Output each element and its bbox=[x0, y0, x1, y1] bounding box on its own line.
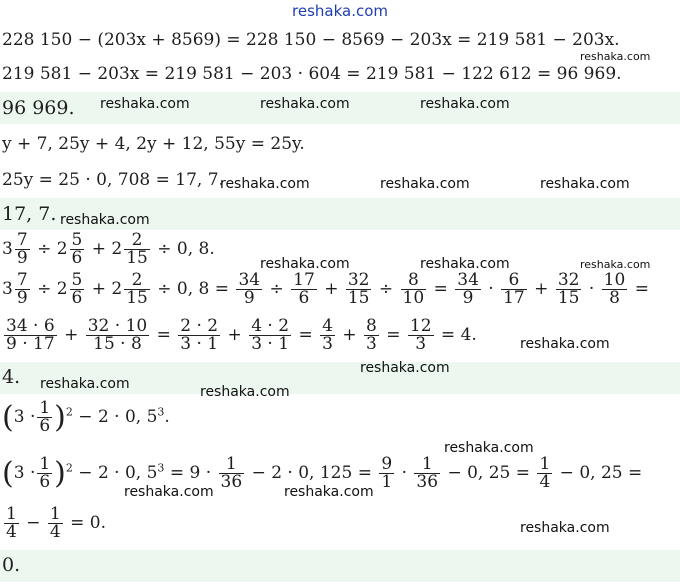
task4-s-frac2-num: 1 bbox=[225, 454, 237, 474]
task3-s2-frac3-num: 2 · 2 bbox=[180, 316, 219, 336]
task4-s-frac3 bbox=[379, 456, 394, 491]
task3-s-op4: ÷ bbox=[269, 279, 284, 299]
task4-s-exp2: 3 bbox=[157, 461, 165, 475]
task2-line2: 25y = 25 · 0, 708 = 17, 7. bbox=[2, 170, 224, 190]
task3-s-frac6-den: 15 bbox=[347, 288, 370, 308]
task3-s-op3: ÷ 0, 8 = bbox=[157, 279, 230, 299]
task3-s2-op4: = bbox=[298, 325, 313, 345]
task3-s2-frac6-den: 3 bbox=[365, 334, 377, 354]
task3-s2-frac1-num: 34 · 6 bbox=[6, 316, 55, 336]
task3-s-frac9 bbox=[501, 272, 527, 307]
watermark: reshaka.com bbox=[580, 258, 651, 271]
watermark: reshaka.com bbox=[100, 96, 190, 112]
task3-t-op2: + 2 bbox=[91, 239, 123, 259]
task2-line1: y + 7, 25y + 4, 2y + 12, 55y = 25y. bbox=[2, 134, 305, 154]
task3-s-frac3-num: 2 bbox=[131, 270, 143, 290]
task3-s2-op1: + bbox=[64, 325, 79, 345]
task3-s2-frac3-den: 3 · 1 bbox=[180, 334, 219, 354]
task3-s2-frac4-den: 3 · 1 bbox=[251, 334, 290, 354]
task4-s-frac5-num: 1 bbox=[539, 454, 551, 474]
task3-s2-result: = 4. bbox=[440, 325, 477, 345]
task3-s2-frac2-num: 32 · 10 bbox=[87, 316, 148, 336]
task4-t-rparen: ) bbox=[54, 400, 66, 435]
task1-line2: 219 581 − 203x = 219 581 − 203 · 604 = 219 581 − 122 612 = 96 969. bbox=[2, 64, 622, 84]
task3-s-frac1 bbox=[15, 272, 30, 307]
task3-s-frac6-num: 32 bbox=[347, 270, 370, 290]
watermark: reshaka.com bbox=[580, 50, 651, 63]
task1-answer: 96 969. bbox=[2, 97, 75, 119]
task3-s-frac7-den: 10 bbox=[402, 288, 425, 308]
task3-s2-frac1 bbox=[4, 318, 57, 353]
task3-s-whole1: 3 bbox=[2, 279, 13, 299]
task3-s2-frac6 bbox=[364, 318, 379, 353]
watermark: reshaka.com bbox=[520, 336, 610, 352]
task4-s-eq3: − 0, 25 = bbox=[447, 463, 531, 483]
task3-s-frac11 bbox=[602, 272, 628, 307]
task3-t-frac1-den: 9 bbox=[16, 248, 28, 268]
task4-s-frac4-den: 36 bbox=[416, 472, 439, 492]
task4-t-coef: 3 · bbox=[13, 407, 36, 427]
watermark: reshaka.com bbox=[360, 360, 450, 376]
task3-s-frac4 bbox=[236, 272, 262, 307]
task4-s2-frac1-num: 1 bbox=[6, 504, 17, 524]
task3-s-frac8-num: 34 bbox=[457, 270, 479, 290]
task3-t-frac1 bbox=[15, 232, 30, 267]
task3-s2-frac7-den: 3 bbox=[408, 335, 434, 353]
task3-s2-op2: = bbox=[156, 325, 171, 345]
task3-s2-frac4 bbox=[249, 318, 291, 353]
task3-s-frac3 bbox=[124, 272, 150, 307]
watermark: reshaka.com bbox=[420, 96, 510, 112]
task3-t-frac2 bbox=[70, 232, 85, 267]
watermark: reshaka.com bbox=[520, 520, 610, 536]
watermark: reshaka.com bbox=[124, 484, 214, 500]
task3-s-frac8 bbox=[455, 272, 481, 307]
task4-s2-op: − bbox=[26, 513, 41, 533]
task4-s-frac3-den: 1 bbox=[381, 472, 393, 492]
task3-s-frac1-num: 7 bbox=[16, 270, 28, 290]
watermark: reshaka.com bbox=[260, 96, 350, 112]
task3-s-frac2 bbox=[70, 272, 85, 307]
task4-s-coef: 3 · bbox=[13, 463, 36, 483]
watermark: reshaka.com bbox=[284, 484, 374, 500]
task4-s-exp1: 2 bbox=[65, 461, 73, 475]
task4-s-frac2 bbox=[219, 456, 245, 491]
task4-s-frac1 bbox=[37, 456, 52, 491]
task4-s-rparen: ) bbox=[54, 456, 66, 491]
task3-s-frac10 bbox=[556, 272, 582, 307]
task4-s2-frac2-num: 1 bbox=[49, 504, 61, 524]
task4-s-frac4-num: 1 bbox=[421, 454, 433, 474]
task3-s-frac3-den: 15 bbox=[126, 288, 148, 308]
task3-s-frac7-num: 8 bbox=[407, 270, 419, 290]
task3-t-whole1: 3 bbox=[2, 239, 13, 259]
task3-s-frac2-num: 5 bbox=[71, 270, 83, 290]
task4-t-frac1-den: 6 bbox=[39, 416, 51, 436]
task3-s2-frac5-num: 4 bbox=[322, 316, 333, 336]
task3-s2-frac1-den: 9 · 17 bbox=[6, 334, 55, 354]
task3-s2-op3: + bbox=[227, 325, 242, 345]
task4-s-eq2: − 2 · 0, 125 = bbox=[251, 463, 372, 483]
task3-s-eq: = bbox=[634, 279, 649, 299]
task4-s-frac4 bbox=[414, 456, 440, 491]
task4-s2-frac1 bbox=[4, 506, 19, 541]
task3-t-frac3-num: 2 bbox=[131, 230, 143, 250]
task3-s-frac5-den: 6 bbox=[291, 289, 317, 307]
task3-answer: 4. bbox=[2, 366, 21, 388]
task3-s-frac4-num: 34 bbox=[238, 270, 261, 290]
task3-t-tail: ÷ 0, 8. bbox=[157, 239, 215, 259]
task3-s2-frac2-den: 15 · 8 bbox=[86, 335, 149, 353]
task3-s2-frac5 bbox=[320, 318, 335, 353]
task4-s-dot: · bbox=[401, 463, 408, 483]
task4-task bbox=[2, 400, 170, 435]
task4-t-frac1 bbox=[37, 400, 52, 435]
task4-t-exp1: 2 bbox=[65, 405, 73, 419]
task3-s-frac5-num: 17 bbox=[293, 270, 315, 290]
task3-s-op7: = bbox=[433, 279, 448, 299]
task3-s-op1: ÷ 2 bbox=[37, 279, 68, 299]
task4-t-lparen: ( bbox=[2, 400, 14, 435]
watermark: reshaka.com bbox=[260, 256, 350, 272]
task4-t-frac1-num: 1 bbox=[39, 398, 51, 418]
task2-answer: 17, 7. bbox=[2, 203, 57, 225]
task4-s-rest: − 2 · 0, 5 bbox=[78, 463, 158, 483]
task3-s-frac9-num: 6 bbox=[508, 270, 520, 290]
task4-t-end: . bbox=[164, 407, 170, 427]
task3-solution-line2 bbox=[2, 318, 477, 353]
task4-t-exp2: 3 bbox=[157, 405, 165, 419]
task3-s-frac4-den: 9 bbox=[236, 289, 262, 307]
task3-s-op10: · bbox=[588, 279, 595, 299]
watermark: reshaka.com bbox=[40, 376, 130, 392]
task3-s-frac2-den: 6 bbox=[71, 288, 83, 308]
answer-band-4 bbox=[0, 550, 680, 582]
task4-s2-frac1-den: 4 bbox=[6, 522, 17, 542]
task3-s2-frac3 bbox=[178, 318, 220, 353]
task3-t-frac1-num: 7 bbox=[16, 230, 28, 250]
task4-solution-line2 bbox=[2, 506, 106, 541]
task3-s2-frac2 bbox=[86, 318, 149, 353]
task3-s2-op5: + bbox=[342, 325, 357, 345]
task3-s-frac6 bbox=[346, 272, 372, 307]
task4-s-eq1: = 9 · bbox=[164, 463, 212, 483]
task3-s-frac7 bbox=[401, 272, 427, 307]
task3-s2-frac4-num: 4 · 2 bbox=[251, 316, 290, 336]
task3-t-op1: ÷ 2 bbox=[37, 239, 68, 259]
task3-t-frac3 bbox=[124, 232, 150, 267]
task3-s-frac10-den: 15 bbox=[557, 288, 580, 308]
watermark: reshaka.com bbox=[540, 176, 630, 192]
task4-s-frac2-den: 36 bbox=[220, 472, 243, 492]
task4-s-lparen: ( bbox=[2, 456, 14, 491]
task3-s-op5: + bbox=[324, 279, 339, 299]
task3-task bbox=[2, 232, 215, 267]
task3-s-frac8-den: 9 bbox=[455, 289, 481, 307]
task4-s-frac3-num: 9 bbox=[381, 454, 393, 474]
task3-s2-op6: = bbox=[386, 325, 401, 345]
task3-t-frac3-den: 15 bbox=[126, 248, 148, 268]
watermark: reshaka.com bbox=[380, 176, 470, 192]
task3-s2-frac7-num: 12 bbox=[409, 316, 432, 336]
task3-s-frac11-num: 10 bbox=[603, 270, 626, 290]
task3-s-frac11-den: 8 bbox=[602, 289, 628, 307]
task3-s-op8: · bbox=[488, 279, 494, 299]
task4-s2-result: = 0. bbox=[70, 513, 106, 533]
task4-s2-frac2-den: 4 bbox=[49, 522, 61, 542]
task4-s-frac5 bbox=[537, 456, 552, 491]
task1-line1: 228 150 − (203x + 8569) = 228 150 − 8569 − 203x = 219 581 − 203x. bbox=[2, 30, 620, 50]
task4-s-eq4: − 0, 25 = bbox=[559, 463, 643, 483]
task4-s-frac1-den: 6 bbox=[39, 472, 51, 492]
watermark: reshaka.com bbox=[220, 176, 310, 192]
task3-s-frac5 bbox=[291, 272, 317, 307]
task3-s-frac1-den: 9 bbox=[16, 288, 28, 308]
task3-s2-frac7 bbox=[408, 318, 434, 353]
task3-s-frac9-den: 17 bbox=[503, 288, 525, 308]
task3-s2-frac6-num: 8 bbox=[365, 316, 377, 336]
site-watermark-top: reshaka.com bbox=[292, 2, 388, 20]
task4-answer: 0. bbox=[2, 554, 21, 576]
task4-s2-frac2 bbox=[48, 506, 63, 541]
task3-t-frac2-num: 5 bbox=[71, 230, 83, 250]
watermark: reshaka.com bbox=[444, 440, 534, 456]
task3-s2-frac5-den: 3 bbox=[322, 334, 333, 354]
watermark: reshaka.com bbox=[200, 384, 290, 400]
task4-t-rest: − 2 · 0, 5 bbox=[78, 407, 158, 427]
task3-s-op6: ÷ bbox=[378, 279, 394, 299]
watermark: reshaka.com bbox=[60, 212, 150, 228]
task4-s-frac5-den: 4 bbox=[539, 472, 551, 492]
task4-s-frac1-num: 1 bbox=[39, 454, 51, 474]
task3-t-frac2-den: 6 bbox=[71, 248, 83, 268]
task3-s-op2: + 2 bbox=[91, 279, 123, 299]
task3-solution-line1 bbox=[2, 272, 649, 307]
watermark: reshaka.com bbox=[420, 256, 510, 272]
task3-s-frac10-num: 32 bbox=[557, 270, 580, 290]
task3-s-op9: + bbox=[534, 279, 549, 299]
